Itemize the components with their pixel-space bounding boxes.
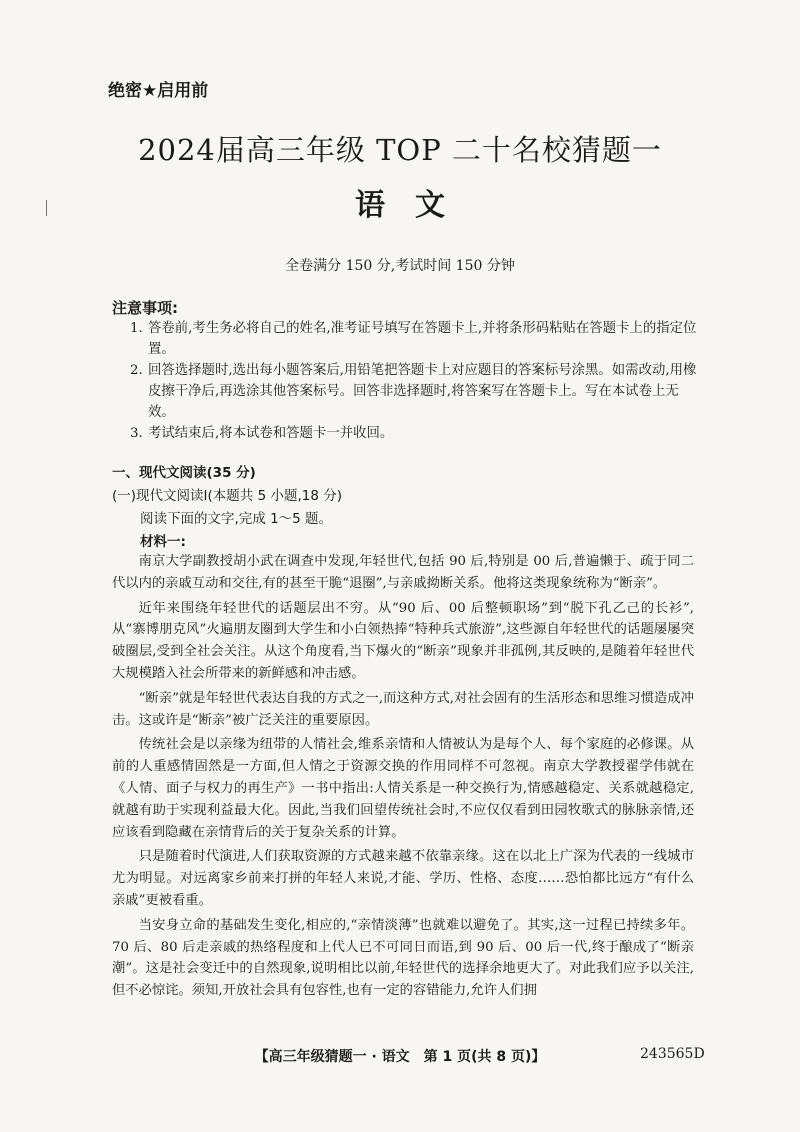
reading-passage [112,551,694,1005]
passage-paragraph: 南京大学副教授胡小武在调查中发现,年轻世代,包括 90 后,特别是 00 后,普遍懒于、疏于同二代以内的亲戚互动和交往,有的甚至干脆“退圈”,与亲戚拗断关系。他将这类现象统称为“断亲”。 [112,554,694,591]
passage-paragraph: 只是随着时代演进,人们获取资源的方式越来越不依靠亲缘。这在以北上广深为代表的一线城市尤为明显。对远离家乡前来打拼的年轻人来说,才能、学历、性格、态度……恐怕都比远方“有什么亲戚”更被看重。 [112,849,694,908]
notice-item [130,423,705,444]
footer-label: 【高三年级猜题一 · 语文 第 1 页(共 8 页)】 [254,1049,546,1065]
notice-list [130,318,705,444]
notice-text: 考试结束后,将本试卷和答题卡一并收回。 [148,426,394,441]
passage-paragraph: 当安身立命的基础发生变化,相应的,“亲情淡薄”也就难以避免了。其实,这一过程已持续多年。70 后、80 后走亲戚的热络程度和上代人已不可同日而语,到 90 后、00 后一代,终于酿成了“断亲潮”。这是社会变迁中的自然现象,说明相比以前,年轻世代的选择余地更大了。对此我们应予以关注,但不必惊诧。须知,开放社会具有包容性,也有一定的容错能力,允许人们拥 [112,917,694,999]
reading-instruction: 阅读下面的文字,完成 1～5 题。 [140,511,333,527]
confidential-label: 绝密★启用前 [108,81,209,101]
section-subheading: (一)现代文阅读Ⅰ(本题共 5 小题,18 分) [112,488,342,504]
notice-text: 回答选择题时,选出每小题答案后,用铅笔把答题卡上对应题目的答案标号涂黑。如需改动,用橡皮擦干净后,再选涂其他答案标号。回答非选择题时,将答案写在答题卡上。写在本试卷上无效。 [148,363,697,420]
material-label: 材料一: [140,534,186,550]
exam-title: 2024届高三年级 TOP 二十名校猜题一 [138,133,662,167]
passage-paragraph: “断亲”就是年轻世代表达自我的方式之一,而这种方式,对社会固有的生活形态和思维习惯造成冲击。这或许是“断亲”被广泛关注的重要原因。 [112,690,694,728]
passage-paragraph: 传统社会是以亲缘为纽带的人情社会,维系亲情和人情被认为是每个人、每个家庭的必修课。从前的人重感情固然是一方面,但人情之于资源交换的作用同样不可忽视。南京大学教授翟学伟就在《人情、面子与权力的再生产》一书中指出:人情关系是一种交换行为,情感越稳定、关系就越稳定,就越有助于实现利益最大化。因此,当我们回望传统社会时,不应仅仅看到田园牧歌式的脉脉亲情,还应该看到隐藏在亲情背后的关于复杂关系的计算。 [112,737,694,840]
section-heading: 一、现代文阅读(35 分) [112,465,256,481]
notice-item [130,318,705,360]
notice-text: 答卷前,考生务必将自己的姓名,准考证号填写在答题卡上,并将条形码粘贴在答题卡上的指定位置。 [148,321,697,357]
notice-number: 3. [130,426,143,441]
paper-code: 243565D [640,1046,705,1062]
passage-paragraph: 近年来围绕年轻世代的话题层出不穷。从“90 后、00 后整顿职场”到“脱下孔乙己的长衫”,从“寨博朋克风”火遍朋友圈到大学生和小白领热捧“特种兵式旅游”,这些源自年轻世代的话题屡屡突破圈层,受到全社会关注。从这个角度看,当下爆火的“断亲”现象并非孤例,其反映的,是随着年轻世代大规模踏入社会所带来的新鲜感和冲击感。 [112,600,694,681]
subject-title: 语文 [355,188,475,223]
notice-title: 注意事项: [112,299,178,317]
notice-number: 1. [130,321,143,336]
notice-item [130,360,705,423]
notice-number: 2. [130,363,143,378]
score-time-line: 全卷满分 150 分,考试时间 150 分钟 [285,258,515,274]
